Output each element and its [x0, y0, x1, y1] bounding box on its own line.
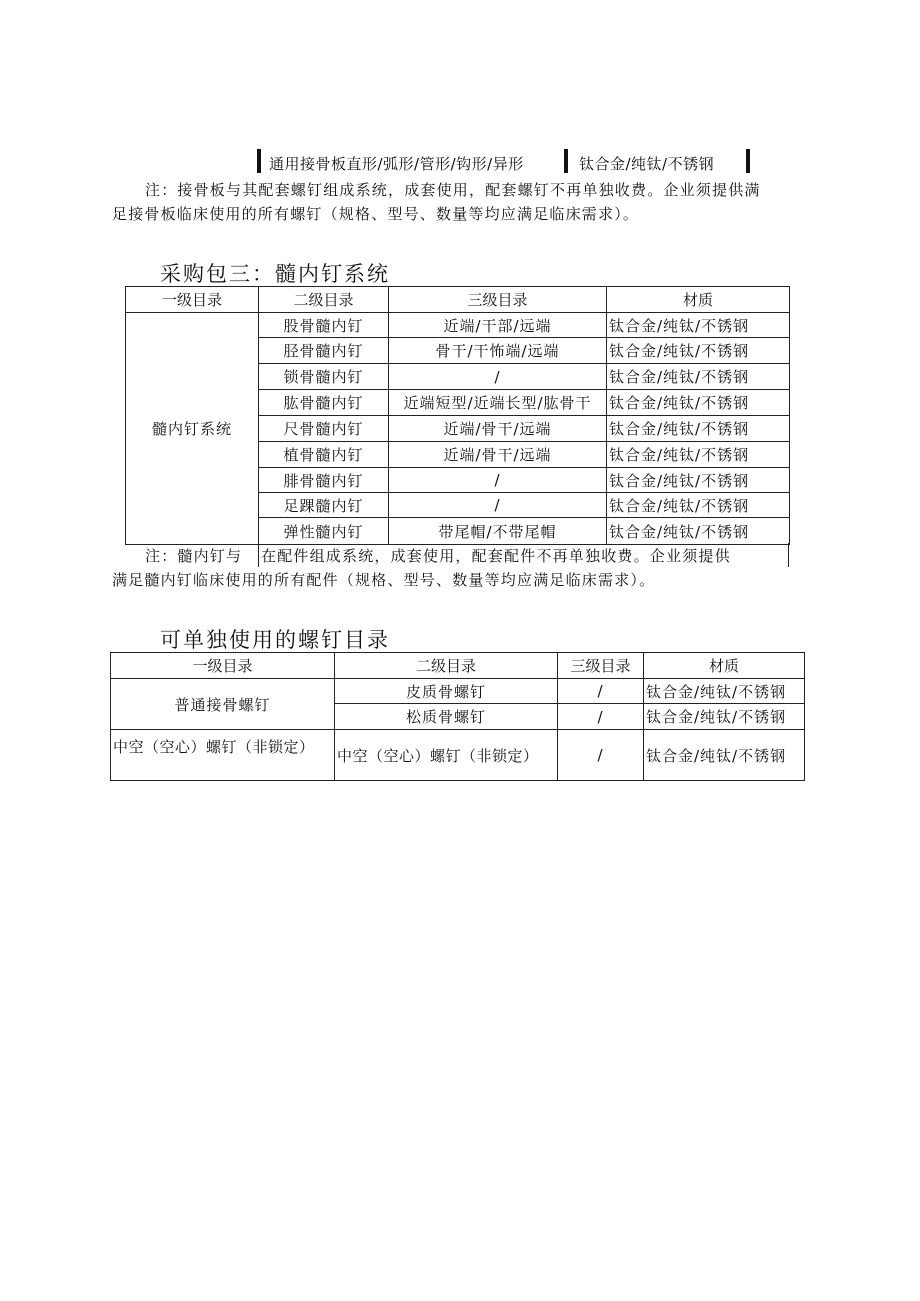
- level1-cell: 中空（空心）螺钉（非锁定）: [111, 730, 335, 781]
- level3-cell: /: [558, 704, 644, 730]
- header-level3: 三级目录: [558, 653, 644, 679]
- material-cell: 钛合金/纯钛/不锈钢: [607, 518, 790, 545]
- cell-border: [257, 149, 261, 173]
- table-row: [126, 313, 790, 338]
- level3-cell: /: [389, 364, 607, 390]
- material-cell: 钛合金/纯钛/不锈钢: [644, 730, 805, 781]
- level3-cell: /: [389, 468, 607, 493]
- cell-border: [258, 543, 259, 567]
- material-cell: 钛合金/纯钛/不锈钢: [607, 442, 790, 468]
- level3-cell: /: [389, 493, 607, 518]
- cell-border: [788, 543, 789, 567]
- material-cell: 钛合金/纯钛/不锈钢: [607, 468, 790, 493]
- level2-cell: 足踝髓内钉: [259, 493, 389, 518]
- section3-heading: 采购包三：髓内钉系统: [160, 262, 390, 286]
- level3-cell: 近端短型/近端长型/肱骨干: [389, 390, 607, 416]
- material-cell: 钛合金/纯钛/不锈钢: [607, 364, 790, 390]
- level1-cell: 普通接骨螺钉: [111, 679, 335, 730]
- material-cell: 钛合金/纯钛/不锈钢: [644, 704, 805, 730]
- table-header-row: [126, 287, 790, 313]
- section4-heading: 可单独使用的螺钉目录: [160, 628, 390, 652]
- material-cell: 钛合金/纯钛/不锈钢: [607, 493, 790, 518]
- screw-catalog-table: [110, 652, 805, 781]
- table-row: [111, 679, 805, 704]
- material-cell: 钛合金/纯钛/不锈钢: [607, 338, 790, 364]
- material-cell: 钛合金/纯钛/不锈钢: [607, 390, 790, 416]
- level2-cell: 松质骨螺钉: [335, 704, 558, 730]
- level2-cell: 皮质骨螺钉: [335, 679, 558, 704]
- cell-border: [564, 149, 568, 173]
- header-level3: 三级目录: [389, 287, 607, 313]
- header-level2: 二级目录: [335, 653, 558, 679]
- level2-cell: 植骨髓内钉: [259, 442, 389, 468]
- header-level2: 二级目录: [259, 287, 389, 313]
- note2-line2: 满足髓内钉临床使用的所有配件（规格、型号、数量等均应满足临床需求）。: [112, 571, 656, 589]
- fragment-level2: 通用接骨板直形/弧形/管形/钩形/异形: [269, 155, 524, 173]
- level2-cell: 尺骨髓内钉: [259, 416, 389, 442]
- note2-right: 在配件组成系统，成套使用，配套配件不再单独收费。企业须提供: [261, 547, 731, 565]
- level3-cell: 带尾帽/不带尾帽: [389, 518, 607, 545]
- level2-cell: 弹性髓内钉: [259, 518, 389, 545]
- note2-left: 注：髓内钉与: [145, 547, 243, 565]
- level3-cell: 骨干/干怖端/远端: [389, 338, 607, 364]
- level2-cell: 胫骨髓内钉: [259, 338, 389, 364]
- table-header-row: [111, 653, 805, 679]
- level2-cell: 锁骨髓内钉: [259, 364, 389, 390]
- material-cell: 钛合金/纯钛/不锈钢: [607, 416, 790, 442]
- level3-cell: 近端/骨干/远端: [389, 442, 607, 468]
- material-cell: 钛合金/纯钛/不锈钢: [644, 679, 805, 704]
- material-cell: 钛合金/纯钛/不锈钢: [607, 313, 790, 338]
- level2-cell: 中空（空心）螺钉（非锁定）: [335, 730, 558, 781]
- level3-cell: /: [558, 679, 644, 704]
- note1-line2: 足接骨板临床使用的所有螺钉（规格、型号、数量等均应满足临床需求）。: [112, 205, 640, 223]
- level2-cell: 股骨髓内钉: [259, 313, 389, 338]
- header-material: 材质: [607, 287, 790, 313]
- cell-border: [746, 149, 750, 173]
- fragment-material: 钛合金/纯钛/不锈钢: [579, 155, 715, 173]
- header-level1: 一级目录: [111, 653, 335, 679]
- level2-cell: 肱骨髓内钉: [259, 390, 389, 416]
- intramedullary-nail-table: [125, 286, 790, 545]
- table-row: [111, 730, 805, 781]
- header-material: 材质: [644, 653, 805, 679]
- level3-cell: /: [558, 730, 644, 781]
- note1-line1: 注：接骨板与其配套螺钉组成系统，成套使用，配套螺钉不再单独收费。企业须提供满: [145, 181, 761, 199]
- level3-cell: 近端/骨干/远端: [389, 416, 607, 442]
- level3-cell: 近端/干部/远端: [389, 313, 607, 338]
- header-level1: 一级目录: [126, 287, 259, 313]
- prev-table-fragment-row: [257, 149, 757, 175]
- level1-cell: 髓内钉系统: [126, 313, 259, 545]
- level2-cell: 腓骨髓内钉: [259, 468, 389, 493]
